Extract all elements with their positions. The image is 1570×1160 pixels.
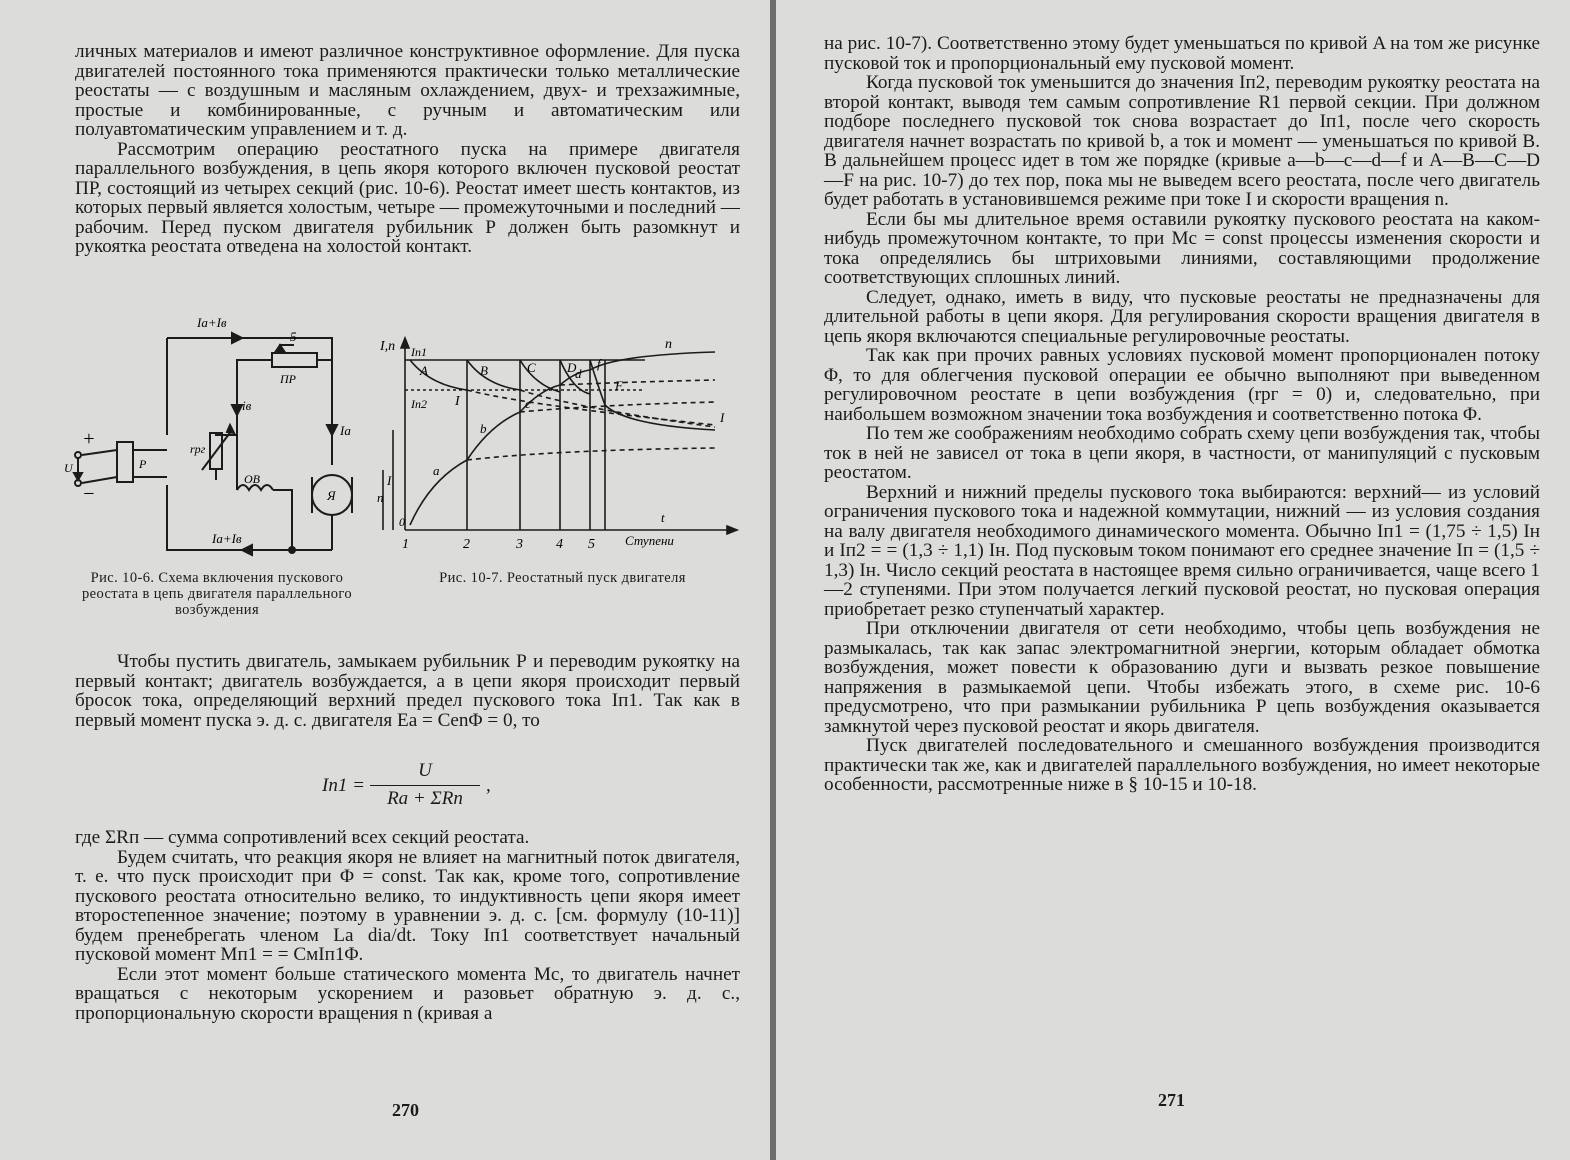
svg-text:U: U [64, 461, 73, 475]
svg-text:5: 5 [290, 329, 297, 344]
formula-tail: , [486, 775, 491, 796]
svg-text:I: I [720, 410, 725, 425]
paragraph: Если бы мы длительное время оставили рукоятку пускового реостата на каком-нибудь промежуточном контакте, то при Mс = const процессы изменения скорости и тока определялись бы штриховыми линиями, составляющими продолжение соответствующих сплошных линий. [824, 208, 1540, 288]
paragraph: где ΣRп — сумма сопротивлений всех секций реостата. [75, 827, 530, 848]
left-top-text [75, 42, 740, 257]
svg-text:I: I [387, 473, 392, 488]
paragraph: При отключении двигателя от сети необходимо, чтобы цепь возбуждения не размыкалась, так как запас электромагнитной энергии, которым обладает обмотка возбуждения, может повести к образованию дуги и вызвать резкое повышение напряжения в размыкаемой цепи. Чтобы избежать этого, в схеме рис. 10-6 предусмотрено, что при размыкании рубильника Р цепь возбуждения оказывается замкнутой через пусковой реостат и якорь двигателя. [824, 618, 1540, 737]
step-number: 3 [516, 537, 523, 552]
left-start-paragraph [75, 652, 740, 730]
svg-text:F: F [615, 378, 623, 393]
svg-text:0: 0 [399, 515, 405, 529]
paragraph: Верхний и нижний пределы пускового тока выбираются: верхний— из условий ограничения пускового тока и надежной коммутации, нижний — из условия создания на валу двигателя необходимого динамического момента. Обычно Iп1 = (1,75 ÷ 1,5) Iн и Iп2 = = (1,3 ÷ 1,1) Iн. Под пусковым током понимают его среднее значение Iп = (1,5 ÷ 1,3) Iн. Число секций реостата в настоящее время сильно ограничивается, чаще всего 1—2 ступенями. При этом получается легкий пусковой реостат, но пусковая операция приобретает резко ступенчатый характер. [824, 481, 1540, 620]
right-text [824, 34, 1540, 795]
svg-text:d: d [575, 366, 582, 381]
svg-text:Ступени: Ступени [625, 533, 674, 548]
svg-text:Iп2: Iп2 [411, 397, 427, 411]
svg-text:n: n [665, 337, 672, 352]
svg-text:rрг: rрг [190, 442, 206, 456]
figure-10-7-caption: Рис. 10-7. Реостатный пуск двигателя [439, 570, 686, 586]
svg-text:Iп1: Iп1 [411, 345, 427, 359]
svg-text:−: − [82, 483, 96, 505]
svg-text:B: B [480, 363, 488, 378]
figure-10-7-graph [375, 330, 740, 555]
paragraph: Рассмотрим операцию реостатного пуска на примере двигателя параллельного возбуждения, в цепь якоря которого включен пусковой реостат ПР, состоящий из четырех секций (рис. 10-6). Реостат имеет шесть контактов, из которых первый является холостым, четыре — промежуточными и последний — рабочим. Перед пуском двигателя рубильник Р должен быть разомкнут и рукоятка реостата отведена на холостой контакт. [75, 138, 740, 257]
svg-text:c: c [525, 396, 531, 411]
paragraph: Следует, однако, иметь в виду, что пусковые реостаты не предназначены для длительной работы в цепи якоря. Для регулирования скорости вращения двигателя в цепь якоря включаются специальные регулировочные реостаты. [824, 286, 1540, 347]
formula-denominator: Rа + ΣRп [387, 788, 463, 809]
paragraph: Чтобы пустить двигатель, замыкаем рубильник Р и переводим рукоятку на первый контакт; двигатель возбуждается, а в цепи якоря происходит первый бросок тока, определяющий верхний предел пускового тока Iп1. Так как в первый момент пуска э. д. с. двигателя Eа = CеnΦ = 0, то [75, 651, 740, 731]
left-page [0, 0, 770, 1160]
paragraph: Когда пусковой ток уменьшится до значения Iп2, переводим рукоятку реостата на второй контакт, выводя тем самым сопротивление R1 первой секции. При должном подборе последнего пусковой ток снова возрастает до Iп1, после чего скорость двигателя начнет возрастать по кривой b, а ток и момент — уменьшаться по кривой B. В дальнейшем процесс идет в том же порядке (кривые a—b—c—d—f и A—B—C—D—F на рис. 10-7) до тех пор, пока мы не выведем всего реостата, после чего двигатель будет работать в установившемся режиме при токе I и скорости вращения n. [824, 72, 1540, 210]
paragraph: личных материалов и имеют различное конструктивное оформление. Для пуска двигателей постоянного тока применяются практически только металлические реостаты — с воздушным и масляным охлаждением, двух- и трехзажимные, простые и комбинированные, с ручным и автоматическим или полуавтоматическим управлением и т. д. [75, 41, 740, 140]
svg-text:Iа: Iа [340, 423, 351, 438]
formula-numerator: U [418, 760, 432, 781]
paragraph: Будем считать, что реакция якоря не влияет на магнитный поток двигателя, т. е. что пуск происходит при Φ = const. Так как, кроме того, сопротивление пускового реостата относительно велико, то индуктивность цепи якоря имеет второстепенное значение; поэтому в уравнении э. д. с. [см. формулу (10-11)] будем пренебрегать членом La dia/dt. Току Iп1 соответствует начальный пусковой момент Mп1 = = CмIп1Φ. [75, 846, 740, 965]
page-number: 271 [1158, 1090, 1185, 1110]
fraction-line [370, 785, 480, 786]
figure-10-6-caption: Рис. 10-6. Схема включения пускового реостата в цепь двигателя параллельного возбуждения [81, 570, 353, 618]
svg-text:ПР: ПР [280, 372, 296, 386]
step-number: 4 [556, 537, 563, 552]
figure-10-6-circuit [62, 305, 362, 560]
svg-text:C: C [527, 360, 536, 375]
svg-text:iв: iв [242, 398, 252, 413]
svg-text:t: t [661, 510, 665, 525]
step-number: 1 [402, 537, 409, 552]
svg-text:+: + [82, 428, 96, 450]
page-number: 270 [392, 1100, 419, 1120]
svg-text:b: b [480, 421, 487, 436]
svg-text:ОВ: ОВ [244, 472, 260, 486]
svg-text:Я: Я [327, 488, 336, 503]
svg-text:I,n: I,n [380, 339, 396, 354]
svg-text:n: n [377, 490, 384, 505]
svg-text:Iа+Iв: Iа+Iв [212, 531, 242, 546]
svg-text:Iа+Iв: Iа+Iв [197, 315, 227, 330]
paragraph: Так как при прочих равных условиях пусковой момент пропорционален потоку Φ, то для облегчения пусковой операции ее обычно выполняют при выведенном регулировочном реостате в цепи возбуждения (rрг = 0) и, следовательно, при наибольшем возможном значении тока возбуждения и соответственно потока Φ. [824, 345, 1540, 425]
formula-ip1 [0, 760, 770, 820]
svg-text:Р: Р [139, 457, 147, 471]
svg-text:D: D [567, 360, 577, 375]
svg-text:a: a [433, 463, 440, 478]
paragraph: на рис. 10-7). Соответственно этому будет уменьшаться по кривой A на том же рисунке пусковой ток и пропорциональный ему пусковой момент. [824, 33, 1540, 74]
paragraph: Если этот момент больше статического момента Mс, то двигатель начнет вращаться с некоторым ускорением и разовьет обратную э. д. с., пропорциональную скорости вращения n (кривая a [75, 963, 740, 1024]
paragraph: Пуск двигателей последовательного и смешанного возбуждения производится практически так же, как и двигателей параллельного возбуждения, но имеет некоторые особенности, рассмотренные ниже в § 10-15 и 10-18. [824, 735, 1540, 795]
paragraph: По тем же соображениям необходимо собрать схему цепи возбуждения так, чтобы ток в ней не зависел от тока в цепи якоря, в частности, от манипуляций с пусковым реостатом. [824, 423, 1540, 483]
svg-text:A: A [420, 363, 428, 378]
formula-lhs: Iп1 = [322, 775, 365, 796]
step-number: 5 [588, 537, 595, 552]
right-page [776, 0, 1570, 1160]
svg-text:I: I [455, 394, 460, 409]
left-bottom-text [75, 828, 740, 1023]
svg-text:f: f [597, 356, 601, 371]
step-number: 2 [463, 537, 470, 552]
